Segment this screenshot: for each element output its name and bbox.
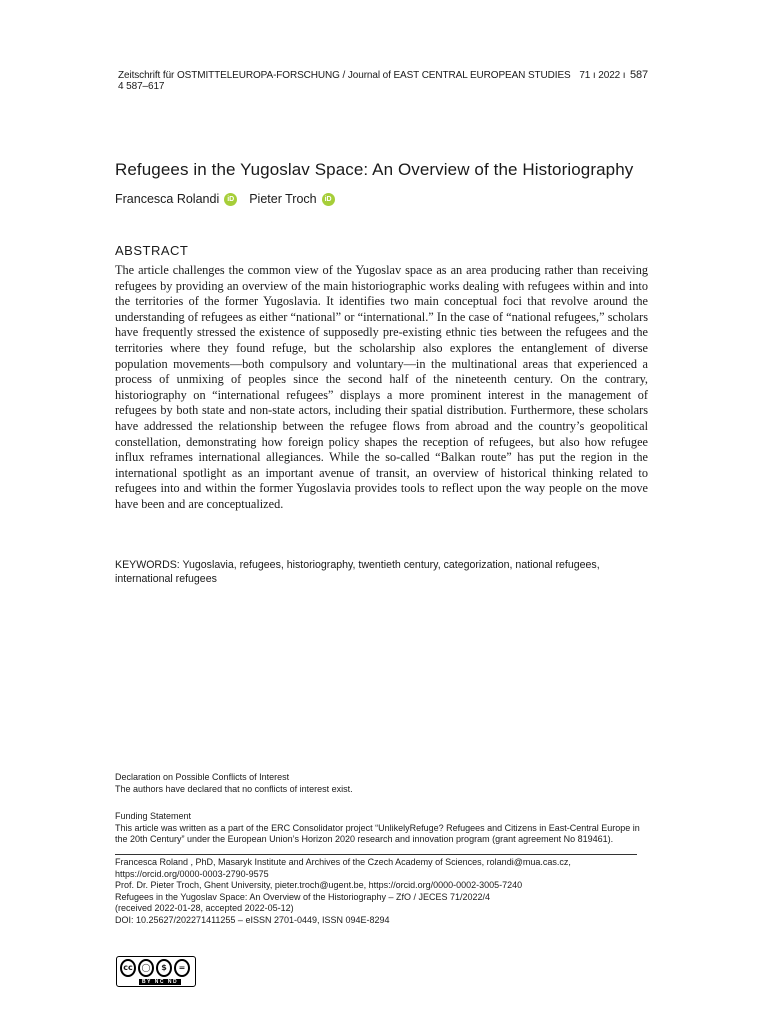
- keywords-text: Yugoslavia, refugees, historiography, twentieth century, categorization, national refugees, international refugees: [115, 559, 600, 585]
- citation-line: Refugees in the Yugoslav Space: An Overview of the Historiography – ZfO / JECES 71/2022/4: [115, 891, 491, 902]
- cc-icon: cc: [120, 959, 136, 977]
- affiliation-rolandi: Francesca Roland , PhD, Masaryk Institute and Archives of the Czech Academy of Sciences, rolandi@mua.cas.cz,: [115, 857, 571, 867]
- dates-line: (received 2022-01-28, accepted 2022-05-12): [115, 903, 294, 914]
- author-list: [115, 192, 347, 206]
- declaration-heading: Declaration on Possible Conflicts of Interest: [115, 772, 290, 782]
- journal-name: Zeitschrift für OSTMITTELEUROPA-FORSCHUNG / Journal of EAST CENTRAL EUROPEAN STUDIES: [118, 70, 571, 81]
- conflict-declaration: [115, 772, 648, 795]
- volume-info: 71 ı 2022 ı 4 587–617: [118, 70, 626, 92]
- running-header: [118, 69, 648, 92]
- funding-statement: [115, 811, 648, 846]
- author-troch[interactable]: Pieter Troch: [249, 192, 317, 206]
- page-number: 587: [629, 69, 648, 81]
- license-labels: BY NC ND: [139, 979, 181, 985]
- nc-icon: $: [156, 959, 172, 977]
- funding-heading: Funding Statement: [115, 811, 192, 821]
- by-icon: ◯: [138, 959, 154, 977]
- keywords: [115, 559, 615, 586]
- cc-by-nc-nd-icon[interactable]: [116, 956, 196, 987]
- divider: [115, 854, 637, 855]
- abstract-text: The article challenges the common view of the Yugoslav space as an area producing rather than receiving refugees by providing an overview of the main historiographic works dealing with refugees within and into the territories of the former Yugoslavia. It identifies two main conceptual foci that revolve around the understanding of refugees as either “national” or “international.” In the case of “national refugees,” scholars have frequently stressed the existence of supposedly pre-existing ethnic ties between the refugees and the territories where they found refuge, but the scholarship also explores the entanglement of diverse population movements—both compulsory and voluntary—in the multinational areas that experienced a process of unmixing of peoples since the second half of the nineteenth century. On the contrary, historiography on “international refugees” displays a more prominent interest in the management of refugees by both state and non-state actors, including their spatial distribution. Furthermore, these scholars have addressed the relationship between the refugee flows from abroad and the country’s geopolitical constellation, demonstrating how foreign policy shapes the reception of refugees, but also how refugee influx reframes international allegiances. While the so-called “Balkan route” has put the region in the international spotlight as an important avenue of transit, an overview of historical thinking related to refugees into and within the former Yugoslavia provides tools to reflect upon the way people on the move have been and are conceptualized.: [115, 263, 648, 511]
- author-rolandi[interactable]: Francesca Rolandi: [115, 192, 220, 206]
- doi-line[interactable]: DOI: 10.25627/202271411255 – eISSN 2701-0449, ISSN 094E-8294: [115, 914, 390, 925]
- article-title: Refugees in the Yugoslav Space: An Overview of the Historiography: [115, 160, 634, 179]
- orcid-link-rolandi[interactable]: https://orcid.org/0000-0003-2790-9575: [115, 868, 269, 879]
- affiliation-troch: Prof. Dr. Pieter Troch, Ghent University, pieter.troch@ugent.be, https://orcid.org/0000-0002-3005-7240: [115, 880, 523, 891]
- declaration-text: The authors have declared that no conflicts of interest exist.: [115, 783, 353, 794]
- orcid-icon[interactable]: iD: [322, 193, 335, 206]
- orcid-icon[interactable]: iD: [224, 193, 237, 206]
- nd-icon: =: [174, 959, 190, 977]
- affiliations: [115, 857, 648, 927]
- keywords-label: KEYWORDS:: [115, 559, 180, 571]
- abstract-heading: ABSTRACT: [115, 243, 189, 258]
- funding-text: This article was written as a part of the ERC Consolidator project “UnlikelyRefuge? Refugees and Citizens in East-Central Europe in the 20th Century” under the European Union’s Horizon 2020 research and innovation program (grant agreement No 819461).: [115, 822, 640, 845]
